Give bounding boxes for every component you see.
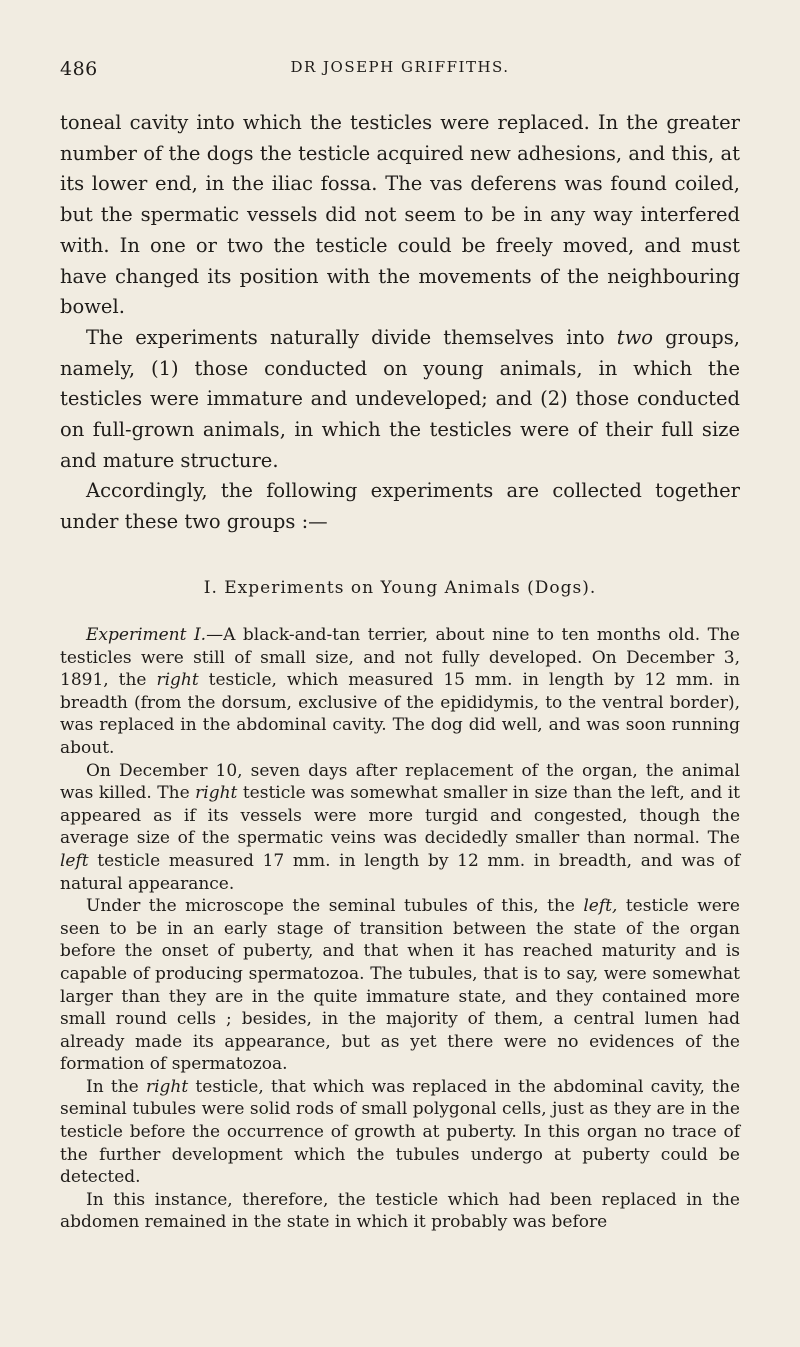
emphasis: right: [195, 783, 238, 804]
paragraph: toneal cavity into which the testicles were replaced. In the greater number of the dogs the testicle acquired new adhesions, and this, at its lower end, in the iliac fossa. The vas deferens was found coiled, but the spermatic vessels did not seem to be in any way interfered with. In one or two the testicle could be freely moved, and must have changed its position with the movements of the neighbouring bowel.: [60, 111, 740, 319]
section-heading: I. Experiments on Young Animals (Dogs).: [203, 578, 597, 598]
paragraph: Under the microscope the seminal tubules of this, the left, testicle were seen to be in an early stage of transition between the state of the organ before the onset of puberty, and that when it has reached maturity and is capable of producing spermatozoa. The tubules, that is to say, were somewhat larger than they are in the quite immature state, and they contained more small round cells ; besides, in the majority of them, a central lumen had already made its appearance, but as yet there were no evidences of the formation of spermatozoa.: [60, 896, 740, 1075]
paragraph: In the right testicle, that which was replaced in the abdominal cavity, the seminal tubules were solid rods of small polygonal cells, just as they are in the testicle before the occurrence of growth at puberty. In this organ no trace of the further development which the tubules undergo at puberty could be detected.: [60, 1076, 741, 1188]
emphasis: left,: [583, 896, 618, 917]
paragraph: Experiment I.—A black-and-tan terrier, about nine to ten months old. The testicles were still of small size, and not fully developed. On December 3, 1891, the right testicle, which measured 15 mm. in length by 12 mm. in breadth (from the dorsum, exclusive of the epididymis, to the ventral border), was replaced in the abdominal cavity. The dog did well, and was soon running about.: [60, 625, 740, 758]
paragraph: On December 10, seven days after replacement of the organ, the animal was killed. The right testicle was somewhat smaller in size than the left, and it appeared as if its vessels were more turgid and congested, though the average size of the spermatic veins was decidedly smaller than normal. The left testicle measured 17 mm. in length by 12 mm. in breadth, and was of natural appearance.: [60, 760, 740, 894]
paragraph: Accordingly, the following experiments are collected together under these two groups :—: [60, 479, 740, 534]
emphasis: right: [145, 1076, 189, 1097]
experiment-text: [60, 624, 740, 1234]
paragraph: In this instance, therefore, the testicle which had been replaced in the abdomen remained in the state in which it probably was before: [60, 1189, 740, 1233]
page-number: 486: [60, 58, 98, 80]
running-title: DR JOSEPH GRIFFITHS.: [290, 58, 510, 76]
emphasis: right: [156, 670, 199, 691]
emphasis: left: [60, 850, 89, 871]
introduction-text: [60, 108, 740, 538]
paragraph: The experiments naturally divide themselves into two groups, namely, (1) those conducted on young animals, in which the testicles were immature and undeveloped; and (2) those conducted on full-grown animals, in which the testicles were of their full size and mature structure.: [60, 325, 740, 472]
emphasis: two: [616, 325, 654, 349]
page-header: [60, 58, 740, 88]
experiment-label: Experiment I.: [86, 625, 207, 645]
